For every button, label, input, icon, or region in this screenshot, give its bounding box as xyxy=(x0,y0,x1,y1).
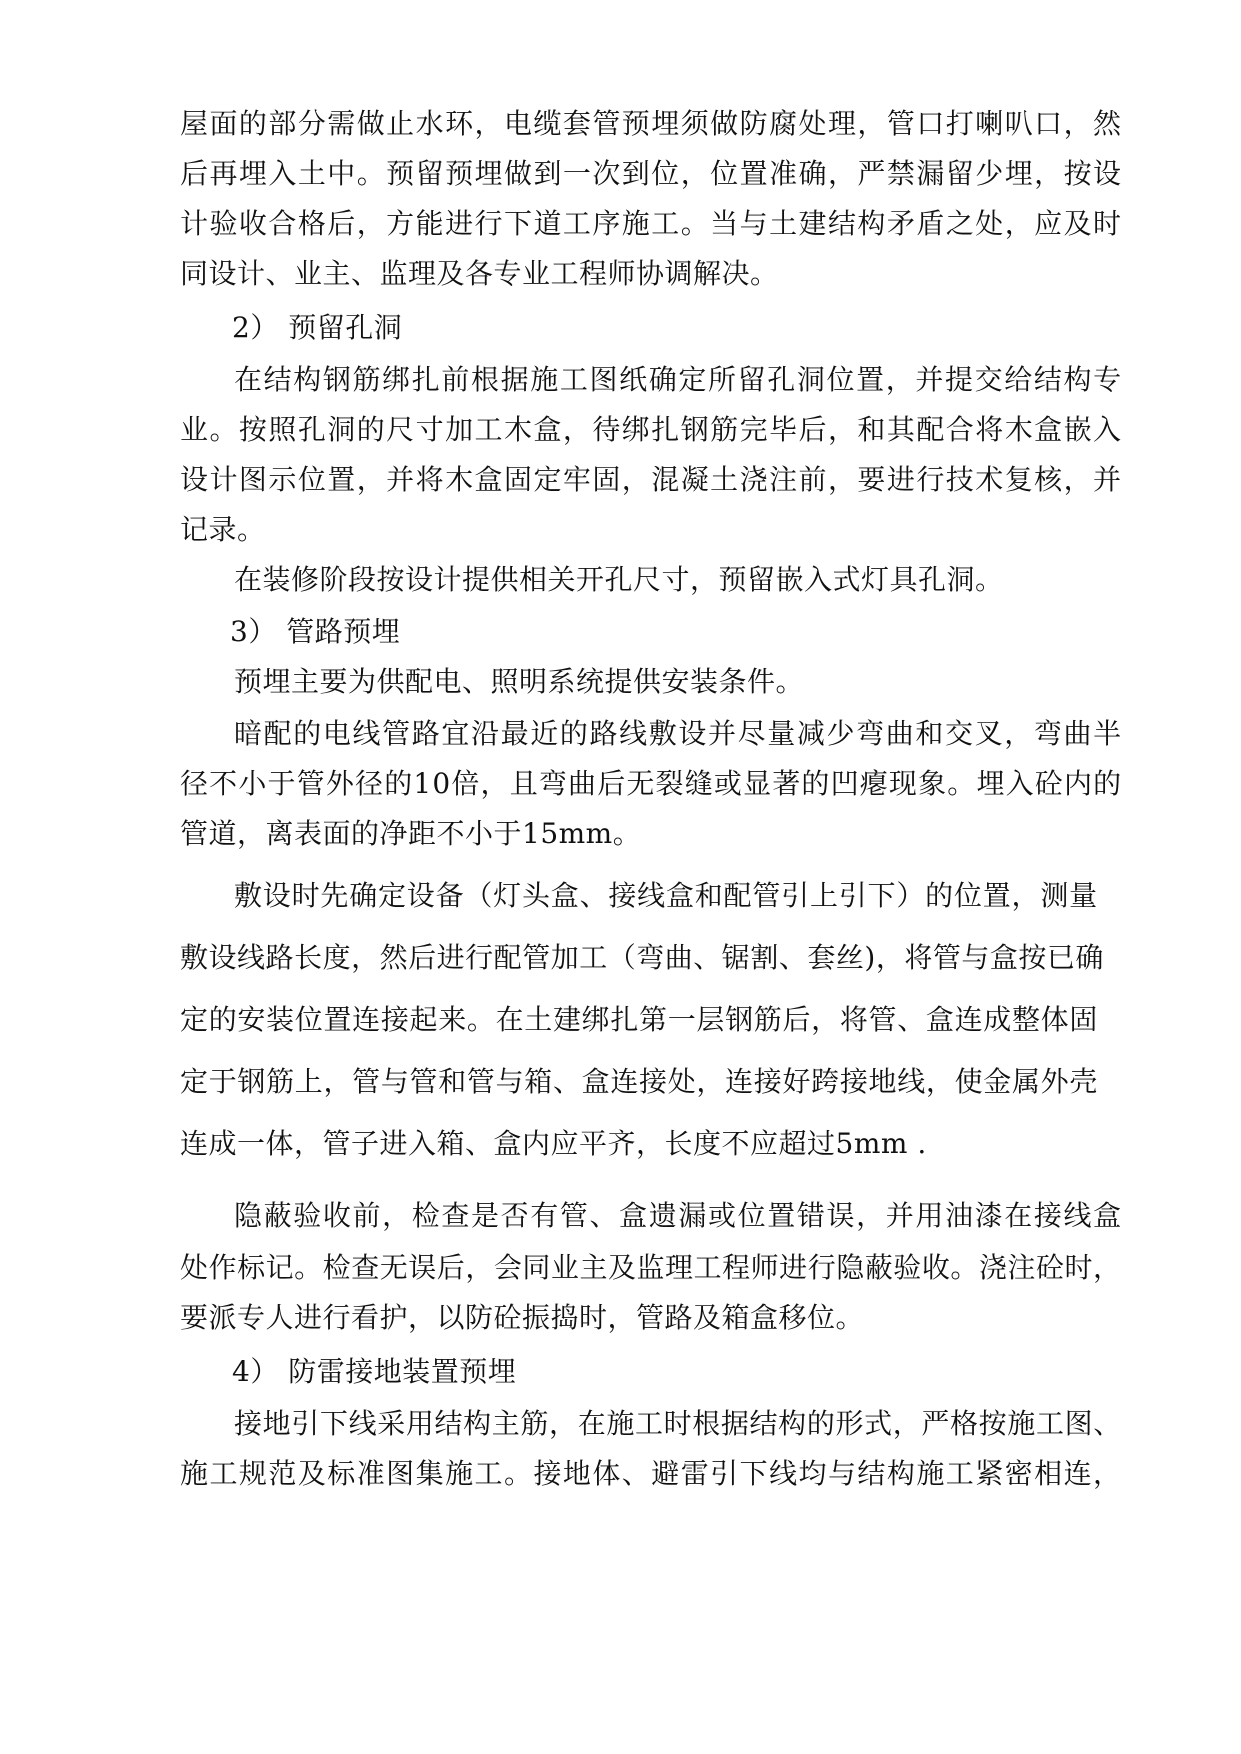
text-line: 接 地 引 下 线 采 用 结 构 主 筋 ， 在 施 工 时 根 据 结 构 的 形 式 ， 严 格 按 施 工 图 、 xyxy=(234,1407,1122,1440)
text-line: 敷 设 线 路 长 度 ， 然 后 进 行 配 管 加 工 （ 弯 曲 、 锯 割 、 套 丝 ) ， 将 管 与 盒 按 已 确 xyxy=(180,941,1104,974)
text-line: 业 。 按 照 孔 洞 的 尺 寸 加 工 木 盒 ， 待 绑 扎 钢 筋 完 毕 后 ， 和 其 配 合 将 木 盒 嵌 入 xyxy=(180,413,1122,446)
text-line: 设 计 图 示 位 置 ， 并 将 木 盒 固 定 牢 固 ， 混 凝 土 浇 注 前 ， 要 进 行 技 术 复 核 ， 并 xyxy=(180,463,1122,496)
text-line: 要派专人进行看护，以防砼振捣时，管路及箱盒移位。 xyxy=(180,1301,865,1334)
text-line: 同设计、业主、监理及各专业工程师协调解决。 xyxy=(180,257,779,290)
text-line: 定 的 安 装 位 置 连 接 起 来 。 在 土 建 绑 扎 第 一 层 钢 筋 后 ， 将 管 、 盒 连 成 整 体 固 xyxy=(180,1003,1098,1036)
section-heading: 3） 管路预埋 xyxy=(230,615,401,648)
text-line: 敷 设 时 先 确 定 设 备 （ 灯 头 盒 、 接 线 盒 和 配 管 引 上 引 下 ） 的 位 置 ， 测 量 xyxy=(234,879,1098,912)
text-line: 管道，离表面的净距不小于15mm。 xyxy=(180,817,642,850)
section-heading: 2） 预留孔洞 xyxy=(232,311,403,344)
text-line: 屋 面 的 部 分 需 做 止 水 环 ， 电 缆 套 管 预 埋 须 做 防 腐 处 理 ， 管 口 打 喇 叭 口 ， 然 xyxy=(180,107,1122,140)
text-line: 定 于 钢 筋 上 ， 管 与 管 和 管 与 箱 、 盒 连 接 处 ， 连 接 好 跨 接 地 线 ， 使 金 属 外 壳 xyxy=(180,1065,1098,1098)
text-line: 预埋主要为供配电、照明系统提供安装条件。 xyxy=(234,665,805,698)
text-line: 径 不 小 于 管 外 径 的 1 0 倍 ， 且 弯 曲 后 无 裂 缝 或 显 著 的 凹 瘪 现 象 。 埋 入 砼 内 的 xyxy=(180,767,1122,800)
text-line: 施 工 规 范 及 标 准 图 集 施 工 。 接 地 体 、 避 雷 引 下 线 均 与 结 构 施 工 紧 密 相 连 ， xyxy=(180,1457,1122,1490)
text-line: 在 结 构 钢 筋 绑 扎 前 根 据 施 工 图 纸 确 定 所 留 孔 洞 位 置 ， 并 提 交 给 结 构 专 xyxy=(234,363,1122,396)
text-line: 记录。 xyxy=(180,513,266,546)
text-line: 处 作 标 记 。 检 查 无 误 后 ， 会 同 业 主 及 监 理 工 程 师 进 行 隐 蔽 验 收 。 浇 注 砼 时 ， xyxy=(180,1251,1122,1284)
section-heading: 4） 防雷接地装置预埋 xyxy=(232,1355,517,1388)
text-line: 连成一体，管子进入箱、盒内应平齐，长度不应超过5mm . xyxy=(180,1127,927,1160)
text-line: 暗 配 的 电 线 管 路 宜 沿 最 近 的 路 线 敷 设 并 尽 量 减 少 弯 曲 和 交 叉 ， 弯 曲 半 xyxy=(234,717,1122,750)
text-line: 计 验 收 合 格 后 ， 方 能 进 行 下 道 工 序 施 工 。 当 与 土 建 结 构 矛 盾 之 处 ， 应 及 时 xyxy=(180,207,1122,240)
text-line: 在装修阶段按设计提供相关开孔尺寸，预留嵌入式灯具孔洞。 xyxy=(234,563,1004,596)
text-line: 后 再 埋 入 土 中 。 预 留 预 埋 做 到 一 次 到 位 ， 位 置 准 确 ， 严 禁 漏 留 少 埋 ， 按 设 xyxy=(180,157,1122,190)
text-line: 隐 蔽 验 收 前 ， 检 查 是 否 有 管 、 盒 遗 漏 或 位 置 错 误 ， 并 用 油 漆 在 接 线 盒 xyxy=(234,1199,1122,1232)
